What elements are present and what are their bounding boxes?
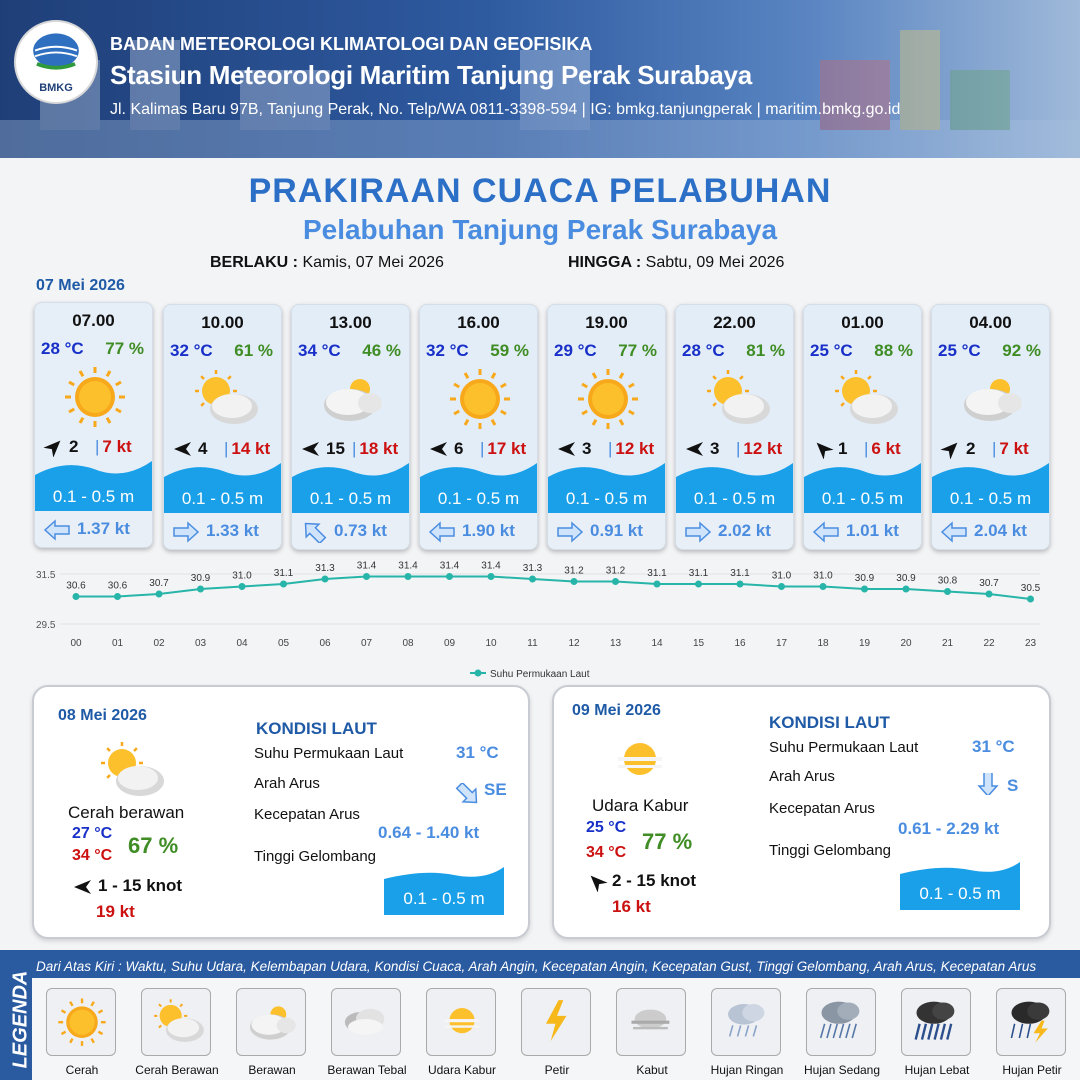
card-temp: 25 °C (938, 341, 981, 360)
x-tick-label: 08 (402, 638, 414, 649)
data-point (280, 581, 287, 588)
fog-icon (622, 993, 682, 1053)
partly-cloudy-icon (826, 365, 902, 435)
panel-day2 (32, 685, 530, 939)
card-time: 13.00 (329, 313, 372, 332)
panel-wind: 2 - 15 knot (612, 871, 697, 890)
panel-temp-max: 34 °C (586, 844, 627, 861)
x-tick-label: 06 (319, 638, 331, 649)
card-wind-speed: 1 (838, 439, 848, 458)
card-gust: | 7 kt (992, 439, 1029, 458)
forecast-card-1600 (419, 304, 538, 550)
wave-height-value: 0.1 - 0.5 m (919, 884, 1001, 903)
data-label: 31.1 (647, 568, 667, 579)
card-current-speed: 1.90 kt (462, 521, 515, 540)
card-time: 04.00 (969, 313, 1012, 332)
x-tick-label: 11 (527, 638, 538, 649)
partly-cloudy-icon (90, 737, 170, 807)
legend-marker (475, 670, 482, 677)
data-point (114, 593, 121, 600)
panel-humidity: 67 % (128, 833, 179, 858)
wave-height-value: 0.1 - 0.5 m (403, 889, 485, 908)
wave-height-label: Tinggi Gelombang (254, 848, 377, 865)
card-humidity: 46 % (362, 341, 401, 360)
data-point (446, 573, 453, 580)
card-current-speed: 2.04 kt (974, 521, 1027, 540)
sun-icon (57, 363, 133, 433)
haze-icon (432, 993, 492, 1053)
legend-item-label: Hujan Ringan (710, 1063, 784, 1077)
sst-value: 31 °C (972, 737, 1015, 756)
data-label: 31.1 (730, 568, 750, 579)
panel-day3 (552, 685, 1051, 939)
overcast-icon (337, 993, 397, 1053)
data-point (405, 573, 412, 580)
haze-icon (600, 727, 680, 797)
card-wind-speed: 15 (326, 439, 345, 458)
current-direction-label: Arah Arus (769, 768, 835, 785)
data-point (1027, 596, 1034, 603)
card-time: 07.00 (72, 311, 115, 330)
card-wave-height: 0.1 - 0.5 m (693, 489, 776, 508)
card-time: 16.00 (457, 313, 500, 332)
current-direction-icon (43, 519, 71, 541)
data-point (737, 581, 744, 588)
legend-item-label: Cerah Berawan (135, 1063, 219, 1077)
card-temp: 32 °C (170, 341, 213, 360)
legend-label: Suhu Permukaan Laut (490, 669, 590, 680)
x-tick-label: 04 (236, 638, 248, 649)
partly-cloudy-icon (698, 365, 774, 435)
forecast-card-2200 (675, 304, 794, 550)
panel-date: 09 Mei 2026 (572, 702, 661, 719)
card-current-speed: 1.01 kt (846, 521, 899, 540)
card-current-speed: 0.91 kt (590, 521, 643, 540)
data-point (73, 593, 80, 600)
card-time: 22.00 (713, 313, 756, 332)
legend-item-partly-cloudy-icon (135, 988, 219, 1077)
data-label: 31.2 (564, 565, 584, 577)
card-humidity: 77 % (105, 339, 144, 358)
card-gust: | 7 kt (95, 437, 132, 456)
forecast-card-0700 (34, 302, 153, 548)
x-tick-label: 18 (817, 638, 829, 649)
card-wind-speed: 3 (710, 439, 720, 458)
data-label: 31.4 (356, 560, 377, 572)
current-direction-label: Arah Arus (254, 775, 320, 792)
card-gust: | 12 kt (736, 439, 783, 458)
panel-temp-min: 25 °C (586, 819, 627, 836)
current-direction-icon (556, 521, 584, 543)
card-time: 19.00 (585, 313, 628, 332)
forecast-card-0100 (803, 304, 922, 550)
station-address: Jl. Kalimas Baru 97B, Tanjung Perak, No. Telp/WA 0811-3398-594 | IG: bmkg.tanjungperak | maritim.bmkg.go.id (110, 101, 901, 118)
x-tick-label: 01 (111, 638, 124, 649)
card-temp: 34 °C (298, 341, 341, 360)
data-label: 30.9 (854, 573, 875, 584)
data-point (156, 591, 163, 598)
data-label: 31.1 (688, 568, 709, 579)
card-current-speed: 1.37 kt (77, 519, 130, 538)
panel-temp-min: 27 °C (72, 825, 113, 842)
heavy-rain-icon (907, 993, 967, 1053)
x-tick-label: 10 (485, 638, 497, 649)
data-point (529, 576, 536, 583)
data-label: 31.4 (439, 560, 460, 572)
card-wave-height: 0.1 - 0.5 m (565, 489, 648, 508)
valid-from: BERLAKU : Kamis, 07 Mei 2026 (210, 254, 444, 271)
card-gust: | 18 kt (352, 439, 399, 458)
card-humidity: 77 % (618, 341, 657, 360)
data-point (944, 588, 951, 595)
data-point (778, 583, 785, 590)
cloudy-icon (954, 365, 1030, 435)
data-label: 31.3 (315, 563, 335, 574)
partly-cloudy-icon (186, 365, 262, 435)
current-speed-label: Kecepatan Arus (769, 800, 875, 817)
x-tick-label: 02 (153, 638, 165, 649)
legend-item-label: Petir (544, 1063, 570, 1077)
current-direction-icon (300, 521, 328, 543)
x-tick-label: 05 (277, 638, 290, 649)
cloudy-icon (314, 365, 390, 435)
data-point (861, 586, 868, 593)
card-gust: | 6 kt (864, 439, 901, 458)
card-time: 10.00 (201, 313, 244, 332)
x-tick-label: 15 (692, 638, 705, 649)
x-tick-label: 17 (775, 638, 788, 649)
x-tick-label: 09 (443, 638, 456, 649)
x-tick-label: 22 (983, 638, 995, 649)
card-humidity: 88 % (874, 341, 913, 360)
card-wind-speed: 2 (966, 439, 976, 458)
partly-cloudy-icon (147, 993, 207, 1053)
data-label: 31.0 (813, 570, 833, 582)
panel-wind: 1 - 15 knot (98, 876, 183, 895)
card-time: 01.00 (841, 313, 884, 332)
card-wind-speed: 6 (454, 439, 464, 458)
data-point (903, 586, 910, 593)
data-point (986, 591, 993, 598)
card-humidity: 59 % (490, 341, 529, 360)
panel-date: 08 Mei 2026 (58, 707, 147, 724)
data-label: 31.4 (481, 560, 501, 572)
sst-chart (0, 558, 1080, 688)
wind-direction-icon (72, 877, 94, 902)
legend-box (32, 978, 1080, 1080)
data-point (363, 573, 370, 580)
x-tick-label: 23 (1024, 638, 1037, 649)
legend-item-label: Hujan Sedang (803, 1063, 881, 1077)
x-tick-label: 13 (609, 638, 622, 649)
sea-condition-heading: KONDISI LAUT (256, 719, 377, 738)
data-label: 30.5 (1020, 583, 1041, 594)
legend-item-haze-icon (426, 988, 497, 1077)
card-wave-height: 0.1 - 0.5 m (949, 489, 1032, 508)
legend-item-light-rain-icon (710, 988, 784, 1077)
data-point (197, 586, 204, 593)
data-label: 30.8 (937, 575, 958, 587)
legend-item-heavy-rain-icon (901, 988, 971, 1077)
data-point (322, 576, 329, 583)
wave-height-label: Tinggi Gelombang (769, 842, 892, 859)
card-temp: 28 °C (41, 339, 84, 358)
thunderstorm-icon (1002, 993, 1062, 1053)
card-wind-speed: 4 (198, 439, 208, 458)
data-label: 30.6 (107, 580, 128, 592)
card-wave-height: 0.1 - 0.5 m (437, 489, 520, 508)
legend-item-label: Hujan Petir (1002, 1063, 1062, 1077)
legend-item-label: Cerah (65, 1063, 99, 1077)
legend-item-label: Berawan Tebal (327, 1063, 407, 1077)
data-label: 31.2 (605, 565, 626, 577)
x-tick-label: 21 (941, 638, 954, 649)
forecast-card-1000 (163, 304, 282, 550)
data-label: 31.3 (522, 563, 543, 574)
current-speed-value: 0.64 - 1.40 kt (378, 823, 480, 842)
current-direction-icon (974, 773, 1002, 800)
x-tick-label: 07 (360, 638, 373, 649)
card-humidity: 81 % (746, 341, 785, 360)
legend-item-fog-icon (616, 988, 686, 1077)
card-wind-speed: 2 (69, 437, 79, 456)
forecast-card-0400 (931, 304, 1050, 550)
card-wave-height: 0.1 - 0.5 m (309, 489, 392, 508)
page-title: PRAKIRAAN CUACA PELABUHAN (248, 172, 832, 210)
data-point (654, 581, 661, 588)
card-temp: 28 °C (682, 341, 725, 360)
forecast-card-1900 (547, 304, 666, 550)
series-line (76, 577, 1031, 600)
current-speed-value: 0.61 - 2.29 kt (898, 819, 1000, 838)
forecast-card-1300 (291, 304, 410, 550)
bmkg-logo: BMKG (14, 20, 98, 104)
panel-condition: Cerah berawan (68, 803, 185, 822)
x-tick-label: 12 (568, 638, 580, 649)
sun-icon (52, 993, 112, 1053)
legend-side-label: LEGENDA (9, 970, 32, 1069)
data-label: 30.6 (66, 580, 86, 592)
x-tick-label: 19 (858, 638, 871, 649)
station-name: Stasiun Meteorologi Maritim Tanjung Perak Surabaya (110, 60, 752, 90)
panel-condition: Udara Kabur (592, 796, 689, 815)
day1-date: 07 Mei 2026 (36, 277, 125, 294)
x-tick-label: 00 (70, 638, 82, 649)
current-direction-icon (172, 521, 200, 543)
data-point (571, 578, 578, 585)
legend-item-label: Kabut (636, 1063, 668, 1077)
card-current-speed: 2.02 kt (718, 521, 771, 540)
card-temp: 25 °C (810, 341, 853, 360)
page-subtitle: Pelabuhan Tanjung Perak Surabaya (302, 214, 778, 245)
legend-item-overcast-icon (327, 988, 407, 1077)
sst-value: 31 °C (456, 743, 499, 762)
current-direction-value: SE (484, 780, 507, 799)
sea-condition-heading: KONDISI LAUT (769, 713, 890, 732)
card-temp: 29 °C (554, 341, 597, 360)
data-point (488, 573, 495, 580)
legend-item-lightning-icon (521, 988, 591, 1077)
current-direction-icon (812, 521, 840, 543)
panel-gust: 16 kt (612, 897, 651, 916)
card-gust: | 14 kt (224, 439, 271, 458)
y-tick-label: 31.5 (36, 570, 56, 581)
legend-note: Dari Atas Kiri : Waktu, Suhu Udara, Kelembapan Udara, Kondisi Cuaca, Arah Angin, Kecepatan Angin, Kecepatan Gust, Tinggi Gelombang, Arah Arus, Kecepatan Arus (36, 959, 1037, 974)
legend-item-label: Berawan (248, 1063, 296, 1077)
x-tick-label: 20 (900, 638, 912, 649)
data-label: 30.7 (979, 578, 999, 589)
y-tick-label: 29.5 (36, 620, 56, 631)
sun-icon (570, 365, 646, 435)
data-label: 30.9 (190, 573, 211, 584)
legend-item-moderate-rain-icon (803, 988, 881, 1077)
data-point (695, 581, 702, 588)
light-rain-icon (717, 993, 777, 1053)
card-current-speed: 1.33 kt (206, 521, 259, 540)
panel-temp-max: 34 °C (72, 847, 113, 864)
panel-humidity: 77 % (642, 829, 693, 854)
data-point (612, 578, 619, 585)
sst-label: Suhu Permukaan Laut (254, 745, 404, 762)
card-gust: | 17 kt (480, 439, 527, 458)
data-label: 31.0 (232, 570, 252, 582)
card-humidity: 61 % (234, 341, 273, 360)
card-current-speed: 0.73 kt (334, 521, 387, 540)
current-direction-value: S (1007, 776, 1019, 795)
wind-direction-icon (586, 872, 608, 897)
legend (0, 950, 1080, 1080)
current-direction-icon (454, 783, 482, 810)
moderate-rain-icon (812, 993, 872, 1053)
panel-gust: 19 kt (96, 902, 135, 921)
data-label: 30.9 (896, 573, 916, 584)
x-tick-label: 03 (194, 638, 207, 649)
card-gust: | 12 kt (608, 439, 655, 458)
org-name: BADAN METEOROLOGI KLIMATOLOGI DAN GEOFISIKA (110, 34, 593, 54)
cloudy-icon (242, 993, 302, 1053)
x-tick-label: 16 (734, 638, 746, 649)
current-speed-label: Kecepatan Arus (254, 806, 360, 823)
current-direction-icon (428, 521, 456, 543)
current-direction-icon (940, 521, 968, 543)
legend-item-cloudy-icon (236, 988, 306, 1077)
card-wave-height: 0.1 - 0.5 m (52, 487, 135, 506)
sun-icon (442, 365, 518, 435)
sst-label: Suhu Permukaan Laut (769, 739, 919, 756)
valid-to: HINGGA : Sabtu, 09 Mei 2026 (568, 254, 785, 271)
lightning-icon (527, 993, 587, 1053)
card-wave-height: 0.1 - 0.5 m (821, 489, 904, 508)
card-wave-height: 0.1 - 0.5 m (181, 489, 264, 508)
data-point (239, 583, 246, 590)
current-direction-icon (684, 521, 712, 543)
legend-item-label: Hujan Lebat (904, 1063, 970, 1077)
card-temp: 32 °C (426, 341, 469, 360)
data-label: 31.1 (273, 568, 294, 579)
data-point (820, 583, 827, 590)
x-tick-label: 14 (651, 638, 663, 649)
data-label: 30.7 (149, 578, 169, 589)
data-label: 31.4 (398, 560, 418, 572)
data-label: 31.0 (771, 570, 792, 582)
legend-item-label: Udara Kabur (427, 1063, 497, 1077)
legend-item-sun-icon (46, 988, 116, 1077)
legend-item-thunderstorm-icon (996, 988, 1066, 1077)
card-humidity: 92 % (1002, 341, 1041, 360)
card-wind-speed: 3 (582, 439, 592, 458)
